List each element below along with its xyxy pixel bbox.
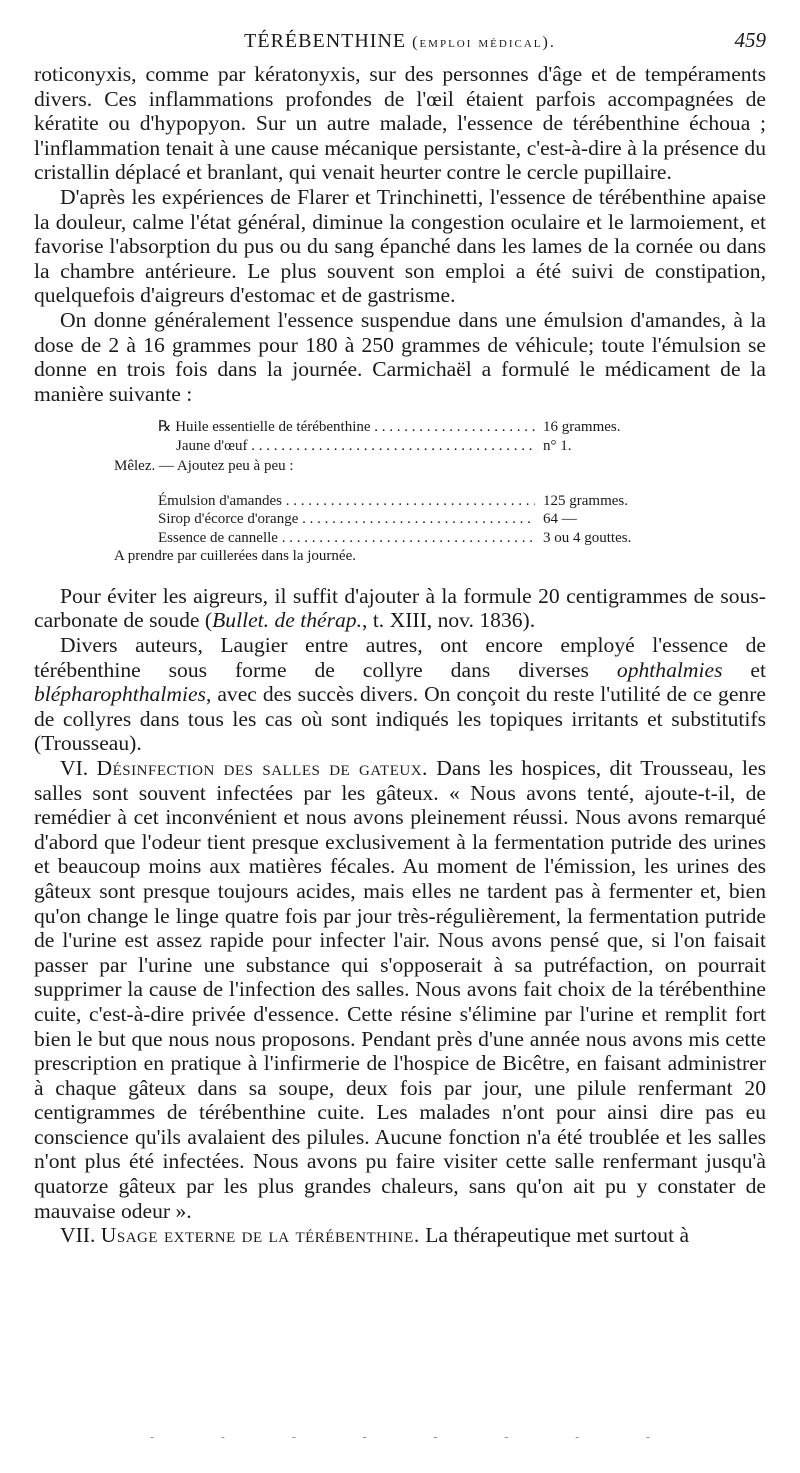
formula-item-label: Essence de cannelle	[158, 529, 278, 546]
paragraph-5: Divers auteurs, Laugier entre autres, ont encore employé l'essence de térébenthine sous forme de collyre dans diverses ophthalmies et blépharophthalmies, avec des succès divers. On conçoit du reste l'utilité de ce genre de collyres dans tous les cas où sont indiqués les topiques irritants et substitutifs (Trousseau).	[34, 633, 767, 756]
formula-item-label: Sirop d'écorce d'orange	[158, 511, 299, 528]
running-header	[34, 28, 766, 58]
page-number: 459	[734, 28, 766, 52]
formula-item-label: Jaune d'œuf	[176, 437, 248, 454]
formula-instruction: A prendre par cuillerées dans la journée.	[114, 548, 356, 565]
paragraph-2: D'après les expériences de Flarer et Trinchinetti, l'essence de térébenthine apaise la douleur, calme l'état général, diminue la congestion oculaire et le larmoiement, et favorise l'absorption du pus ou du sang épanché dans les lames de la cornée ou dans la chambre antérieure. Le plus souvent son emploi a été suivi de constipation, quelquefois d'aigreurs d'estomac et de gastrisme.	[34, 184, 766, 308]
main-text	[34, 62, 766, 1248]
formula-item-label: Huile essentielle de térébenthine	[175, 419, 371, 436]
rx-symbol: ℞	[158, 419, 172, 436]
formula-row	[34, 510, 673, 529]
journal-reference: Bullet. de thérap.	[212, 608, 363, 633]
formula-item-qty: 125 grammes.	[543, 492, 628, 509]
formula-item-qty: 64 —	[543, 511, 577, 528]
formula-row	[34, 529, 673, 548]
formula-instruction: Mêlez. — Ajoutez peu à peu :	[114, 458, 294, 475]
section-number: VII.	[60, 1223, 96, 1248]
formula-item-qty: n° 1.	[543, 437, 572, 454]
paragraph-4: Pour éviter les aigreurs, il suffit d'ajouter à la formule 20 centigrammes de sous-carbonate de soude (Bullet. de thérap., t. XIII, nov. 1836).	[34, 583, 766, 633]
formula-row	[34, 418, 673, 437]
paragraph-1: roticonyxis, comme par kératonyxis, sur des personnes d'âge et de tempéraments divers. Ces inflammations profondes de l'œil étaient parfois accompagnées de kératite ou d'hypopyon. Sur un autre malade, l'essence de térébenthine échoua ; l'inflammation tenait à une cause mécanique persistante, c'est-à-dire à la présence du cristallin déplacé et branlant, qui venait heurter contre le cercle pupillaire.	[34, 62, 766, 185]
running-title-sub: (emploi médical).	[412, 34, 556, 51]
formula-item-qty: 3 ou 4 gouttes.	[543, 529, 632, 546]
section-heading: Usage externe de la térébenthine.	[100, 1223, 420, 1248]
formula-item-qty: 16 grammes.	[543, 419, 621, 436]
formula-row	[34, 437, 673, 456]
section-number: VI.	[60, 755, 89, 780]
section-vi: VI. Désinfection des salles de gateux. Dans les hospices, dit Trousseau, les salles sont souvent infectées par les gâteux. « Nous avons tenté, ajoute-t-il, de remédier à cet inconvénient et nous avons pleinement réussi. Nous avons remarqué d'abord que l'odeur tient presque exclusivement à la fermentation putride des urines et beaucoup moins aux matières fécales. Au moment de l'émission, les urines des gâteux sont presque toujours acides, mais elles ne tardent pas à fermenter et, bien qu'on change le linge quatre fois par jour très-régulièrement, la fermentation putride de l'urine est assez rapide pour infecter l'air. Nous avons pensé que, si l'on faisait passer par l'urine une substance qui s'opposerait à sa putréfaction, on pourrait supprimer la cause de l'infection des salles. Nous avons fait choix de la térébenthine cuite, c'est-à-dire privée d'essence. Cette résine s'élimine par l'urine et remplit fort bien le but que nous nous proposons. Pendant près d'une année nous avons mis cette prescription en pratique à l'infirmerie de l'hospice de Bicêtre, en faisant administrer à chaque gâteux dans sa soupe, deux fois par jour, une pilule renfermant 20 centigrammes de térébenthine cuite. Les malades n'ont pour ainsi dire pas eu conscience qu'ils avalaient des pilules. Aucune fonction n'a été troublée et les salles n'ont plus été infectées. Nous avons pu faire visiter cette salle renfermant jusqu'à quatorze gâteux par les plus grandes chaleurs, sans qu'on ait pu y constater de mauvaise odeur ».	[34, 755, 766, 1223]
section-heading: Désinfection des salles de gateux.	[96, 755, 428, 780]
bottom-marks: - - - - - - - -	[150, 1430, 650, 1444]
paragraph-3: On donne généralement l'essence suspendue dans une émulsion d'amandes, à la dose de 2 à 16 grammes pour 180 à 250 grammes de véhicule; toute l'émulsion se donne en trois fois dans la journée. Carmichaël a formulé le médicament de la manière suivante :	[34, 307, 766, 406]
running-title	[74, 30, 726, 53]
formula-row	[34, 492, 673, 511]
running-title-main: TÉRÉBENTHINE	[244, 30, 407, 52]
section-vii: VII. Usage externe de la térébenthine. La thérapeutique met surtout à	[60, 1223, 690, 1248]
formula-item-label: Émulsion d'amandes	[158, 492, 282, 509]
prescription-formula	[34, 418, 766, 566]
